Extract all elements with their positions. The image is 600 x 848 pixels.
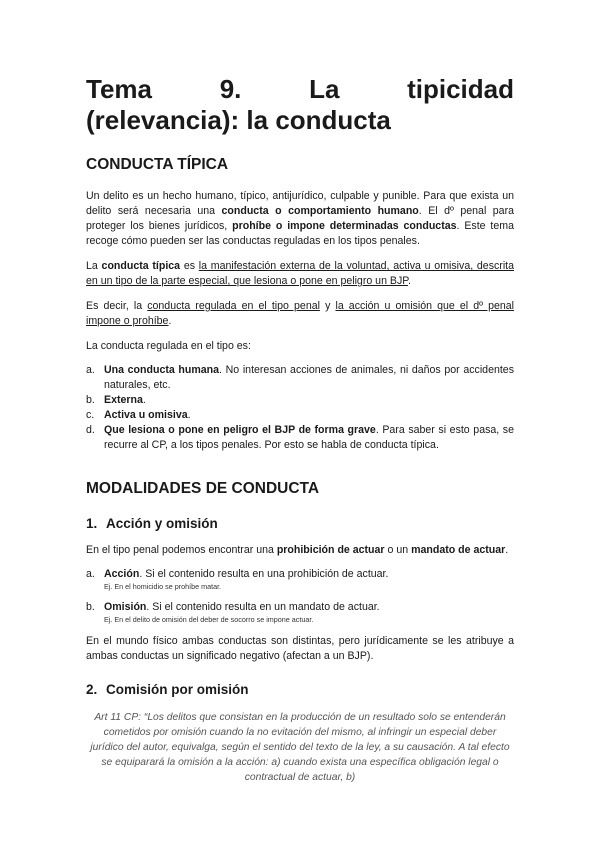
paragraph-list-intro: La conducta regulada en el tipo es:	[86, 340, 251, 352]
text-run: . No interesan acciones de animales, ni daños por accidentes naturales, etc.	[104, 364, 514, 391]
bold-text: Omisión	[104, 601, 147, 613]
list-marker: c.	[86, 409, 95, 421]
paragraph-mundo-fisico: En el mundo físico ambas conductas son distintas, pero jurídicamente se les atribuye a ambas conductas un significado negativo (afectan a un BJP).	[86, 635, 514, 662]
list-marker: a.	[86, 364, 95, 376]
section-heading-modalidades: MODALIDADES DE CONDUCTA	[86, 480, 320, 497]
text-run: . Si el contenido resulta en una prohibición de actuar.	[139, 568, 389, 580]
text-run: En el tipo penal podemos encontrar una	[86, 544, 277, 556]
text-run: .	[187, 409, 191, 421]
bold-text: Que lesiona o pone en peligro el BJP de forma grave	[104, 424, 376, 436]
list-item-text	[104, 567, 514, 592]
title-word: Tema	[86, 74, 152, 104]
list-marker: b.	[86, 394, 95, 406]
bold-text: Una conducta humana	[104, 364, 220, 376]
paragraph-es-decir	[86, 299, 514, 329]
underlined-text: conducta regulada en el tipo penal	[147, 300, 320, 312]
bold-text: Acción	[104, 568, 140, 580]
section-heading-conducta-tipica: CONDUCTA TÍPICA	[86, 156, 229, 173]
bold-text: prohíbe o impone determinadas conductas	[232, 220, 457, 232]
list-item-text	[104, 408, 514, 423]
paragraph-delito-definition	[86, 189, 514, 249]
example-note: Ej. En el delito de omisión del deber de socorro se impone actuar.	[104, 615, 314, 624]
subsection-heading-comision-por-omision	[86, 681, 514, 699]
list-item-text	[104, 363, 514, 393]
list-item	[86, 408, 514, 423]
text-run: . Este tema recoge cómo pueden ser las conductas reguladas en los tipos penales.	[86, 220, 514, 247]
text-run: Es decir, la	[86, 300, 148, 312]
text-run: . Para saber si esto pasa, se recurre al CP, a los tipos penales. Por esto se habla de conducta típica.	[104, 424, 514, 451]
list-item	[86, 393, 514, 408]
bold-text: conducta o comportamiento humano	[221, 205, 419, 217]
conducta-characteristics-list	[86, 363, 514, 453]
text-run: o un	[384, 544, 412, 556]
title-word: La	[309, 74, 340, 104]
list-item	[86, 600, 514, 625]
list-item-text	[104, 393, 514, 408]
bold-text: Activa u omisiva	[104, 409, 188, 421]
paragraph-tipo-penal	[86, 543, 514, 558]
text-run: . El dº penal para proteger los bienes jurídicos,	[86, 205, 514, 232]
text-run: .	[505, 544, 509, 556]
title-word: tipicidad	[407, 74, 514, 104]
subsection-number: 2.	[86, 682, 98, 697]
art-11-cp-quote: Art 11 CP: “Los delitos que consistan en la producción de un resultado solo se entenderán cometidos por omisión cuando la no evitación del mismo, al infringir un especial deber jurídico del autor, equivalga, según el sentido del texto de la ley, a su causación. A tal efecto se equiparará la omisión a la acción: a) cuando exista una específica obligación legal o contractual de actuar, b)	[90, 712, 510, 783]
list-marker: b.	[86, 601, 95, 613]
text-run: La	[86, 260, 102, 272]
title-line-1	[86, 74, 514, 105]
list-item-text	[104, 600, 514, 625]
text-run: Un delito es un hecho humano, típico, antijurídico, culpable y punible. Para que exista un delito será necesaria una	[86, 190, 514, 217]
text-run: .	[407, 275, 411, 287]
document-page	[86, 74, 514, 785]
title-line-2: (relevancia): la conducta	[86, 105, 391, 135]
subsection-title: Comisión por omisión	[106, 682, 249, 697]
list-item	[86, 363, 514, 393]
text-run: .	[168, 315, 172, 327]
list-item	[86, 423, 514, 453]
page-title	[86, 74, 514, 136]
text-run: es	[180, 260, 199, 272]
text-run: .	[142, 394, 146, 406]
list-item-text	[104, 423, 514, 453]
subsection-number: 1.	[86, 516, 98, 531]
bold-text: prohibición de actuar	[276, 544, 385, 556]
bold-text: conducta típica	[101, 260, 181, 272]
paragraph-conducta-tipica	[86, 259, 514, 289]
bold-text: Externa	[104, 394, 143, 406]
text-run: y	[319, 300, 336, 312]
bold-text: mandato de actuar	[411, 544, 506, 556]
title-word: 9.	[219, 74, 242, 104]
example-note: Ej. En el homicidio se prohíbe matar.	[104, 582, 222, 591]
text-run: . Si el contenido resulta en un mandato de actuar.	[146, 601, 380, 613]
subsection-heading-accion-omision	[86, 515, 514, 533]
underlined-text: la manifestación externa de la voluntad, activa u omisiva, descrita en un tipo de la parte especial, que lesiona o pone en peligro un BJP	[86, 260, 515, 287]
list-item	[86, 567, 514, 592]
subsection-title: Acción y omisión	[106, 516, 218, 531]
list-marker: d.	[86, 424, 95, 436]
accion-omision-list	[86, 567, 514, 625]
list-marker: a.	[86, 568, 95, 580]
underlined-text: la acción u omisión que el dº penal impone o prohíbe	[86, 300, 515, 327]
